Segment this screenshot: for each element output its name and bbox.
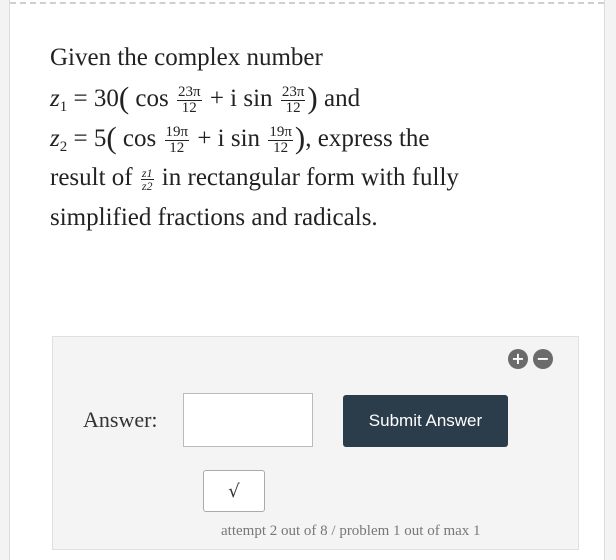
question-line-z2 [50,118,570,158]
plus-i-text: + i [209,85,238,112]
express-the-text: , express the [305,125,430,152]
and-text: and [323,85,361,112]
intro-text: Given the complex number [50,44,323,71]
attempt-status: attempt 2 out of 8 / problem 1 out of max 1 [221,523,481,539]
z2-symbol: z [50,125,60,152]
question-line-1 [50,38,570,78]
answer-panel [52,336,579,550]
z1-angle-fraction-sin: $\frac{23\pi}{12}$ [281,83,305,116]
simplified-text: simplified fractions and radicals. [50,204,378,231]
close-paren: ) [307,80,318,115]
z1-symbol: z [50,85,60,112]
z2-angle-fraction-sin: $\frac{19\pi}{12}$ [269,123,292,156]
top-divider [10,2,604,4]
square-root-button[interactable]: √ [203,470,265,512]
minus-circle-icon[interactable]: − [533,349,553,369]
cos-text: cos [135,85,169,112]
result-of-text: result of [50,164,133,191]
open-paren: ( [106,120,117,155]
cos-text: cos [122,125,157,152]
submit-answer-button[interactable]: Submit Answer [343,395,508,447]
rectangular-form-text: in rectangular form with fully [161,164,459,191]
sin-text: sin [243,85,273,112]
plus-circle-icon[interactable]: + [508,349,528,369]
question-line-z1 [50,78,570,118]
answer-input[interactable] [183,393,313,447]
z2-angle-fraction: $\frac{19\pi}{12}$ [165,123,189,156]
z1-modulus: = 30 [67,85,119,112]
question-line-5 [50,198,570,238]
question-card [9,0,605,560]
open-paren: ( [118,80,130,115]
close-paren: ) [294,120,306,155]
sin-text: sin [230,125,261,152]
z2-modulus: = 5 [67,125,107,152]
ratio-fraction: $\frac{z1}{z2}$ [141,165,153,193]
z1-angle-fraction: $\frac{23\pi}{12}$ [178,83,201,116]
plus-i-text: + i [197,125,225,152]
answer-label: Answer: [83,407,158,432]
z1-subscript: 1 [59,99,68,115]
z2-subscript: 2 [59,139,68,155]
question-line-4 [50,158,570,198]
question-text [50,38,570,238]
